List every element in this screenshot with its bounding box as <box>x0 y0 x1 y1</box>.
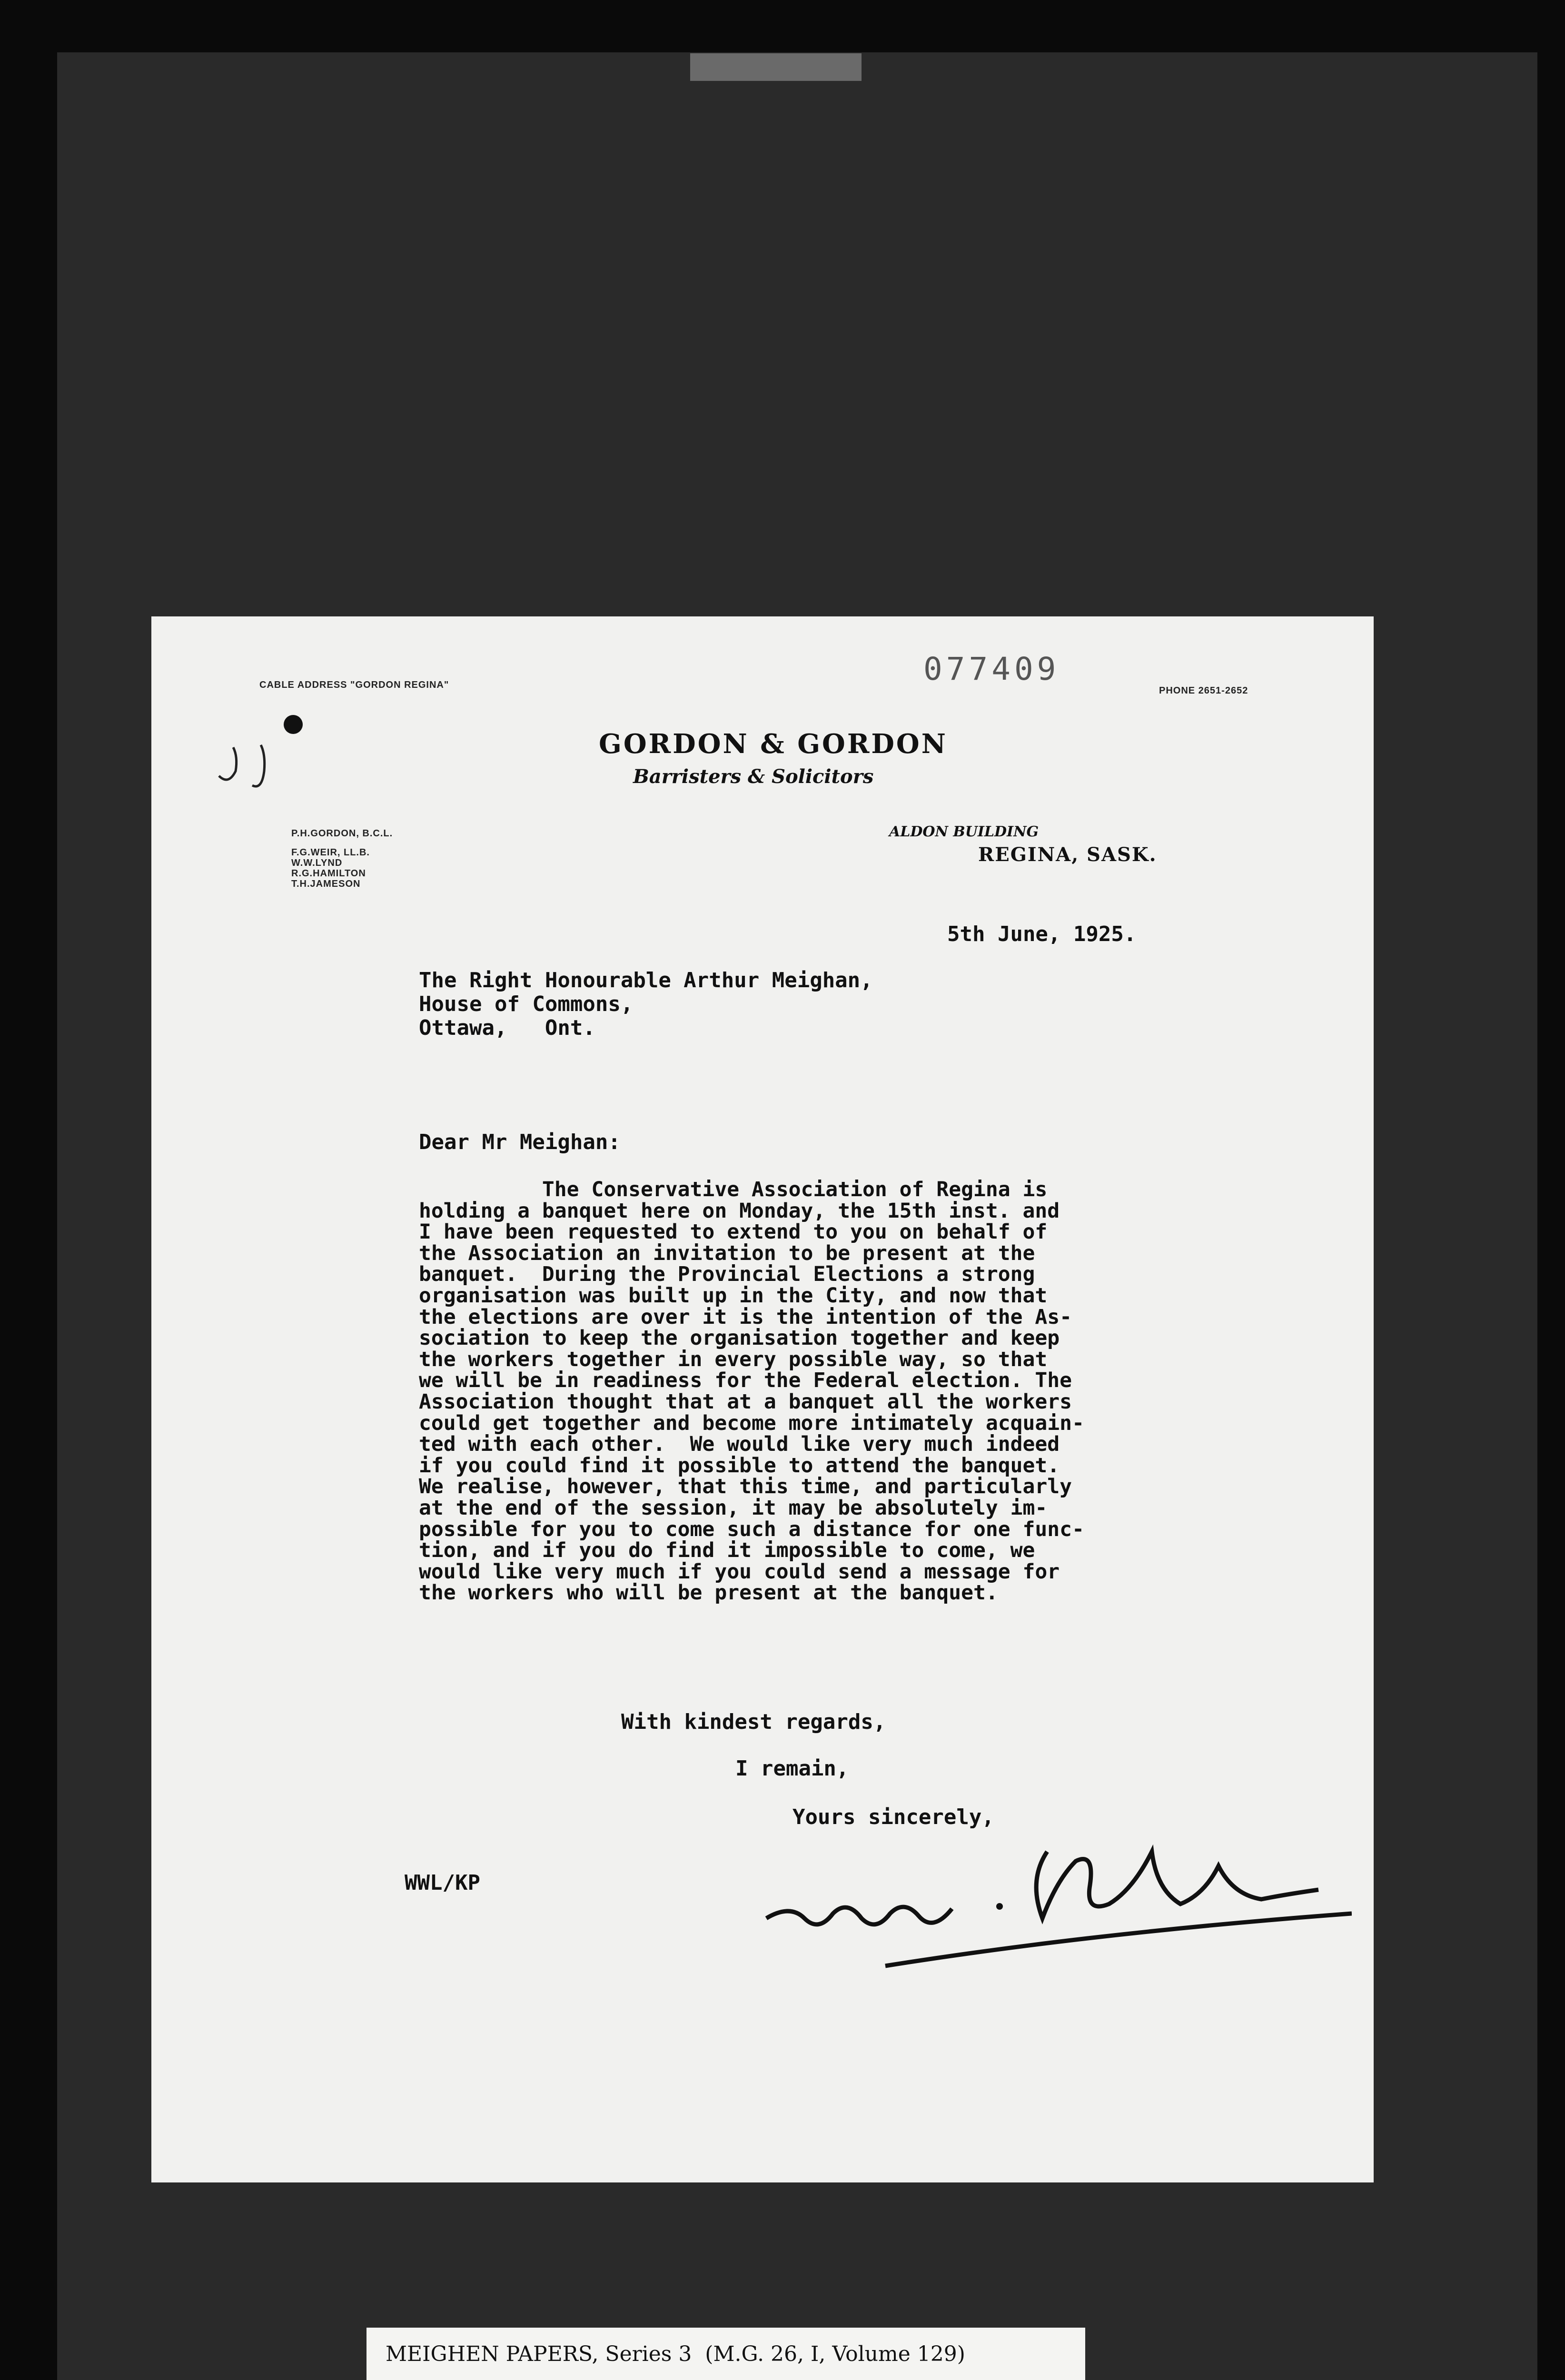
partner-name: F.G.WEIR, LL.B. <box>291 847 370 858</box>
partner-name: R.G.HAMILTON <box>291 868 366 879</box>
body-line: tion, and if you do find it impossible to come, we <box>419 1538 1035 1563</box>
handwritten-mark <box>209 719 314 800</box>
body-line: organisation was built up in the City, and now that <box>419 1283 1048 1308</box>
body-line: the workers together in every possible way, so that <box>419 1347 1048 1371</box>
closing-sincerely: Yours sincerely, <box>792 1805 994 1829</box>
closing-regards: With kindest regards, <box>621 1710 886 1734</box>
typist-initials: WWL/KP <box>405 1871 480 1895</box>
partner-name: T.H.JAMESON <box>291 879 361 889</box>
body-line: if you could find it possible to attend the banquet. <box>419 1453 1060 1478</box>
letter-date: 5th June, 1925. <box>947 922 1137 946</box>
firm-subtitle: Barristers & Solicitors <box>633 765 874 788</box>
salutation: Dear Mr Meighan: <box>419 1130 621 1154</box>
city-name: REGINA, SASK. <box>978 843 1157 866</box>
body-line: holding a banquet here on Monday, the 15th inst. and <box>419 1199 1060 1223</box>
body-line: the elections are over it is the intention of the As- <box>419 1305 1072 1329</box>
signature <box>762 1823 1352 1975</box>
cable-address: CABLE ADDRESS "GORDON REGINA" <box>259 680 449 690</box>
stamp-number: 077409 <box>923 651 1060 687</box>
body-line: the Association an invitation to be present at the <box>419 1241 1035 1265</box>
firm-name: GORDON & GORDON <box>599 728 948 760</box>
phone-number: PHONE 2651-2652 <box>1159 685 1248 696</box>
body-line: possible for you to come such a distance for one func- <box>419 1517 1084 1541</box>
body-line: could get together and become more intimately acquain- <box>419 1411 1084 1435</box>
body-line: would like very much if you could send a message for <box>419 1559 1060 1584</box>
body-line: we will be in readiness for the Federal election. The <box>419 1368 1072 1393</box>
tape-strip <box>690 53 862 81</box>
recipient-line: Ottawa, Ont. <box>419 1016 595 1040</box>
closing-remain: I remain, <box>735 1756 849 1781</box>
recipient-line: House of Commons, <box>419 992 634 1016</box>
body-line: I have been requested to extend to you on behalf of <box>419 1220 1048 1244</box>
letter-body <box>419 1179 1084 1604</box>
recipient-line: The Right Honourable Arthur Meighan, <box>419 968 873 992</box>
partners-list <box>291 828 393 889</box>
partner-name: W.W.LYND <box>291 858 343 868</box>
body-line: The Conservative Association of Regina is <box>419 1178 1048 1201</box>
building-name: ALDON BUILDING <box>889 823 1039 840</box>
recipient-address <box>419 969 873 1040</box>
body-line: ted with each other. We would like very much indeed <box>419 1432 1060 1457</box>
body-line: banquet. During the Provincial Elections a strong <box>419 1262 1035 1287</box>
body-line: sociation to keep the organisation together and keep <box>419 1326 1060 1350</box>
partner-name: P.H.GORDON, B.C.L. <box>291 828 393 839</box>
body-line: the workers who will be present at the banquet. <box>419 1581 998 1605</box>
body-line: at the end of the session, it may be absolutely im- <box>419 1496 1048 1520</box>
body-line: Association thought that at a banquet all the workers <box>419 1389 1072 1414</box>
archive-label: MEIGHEN PAPERS, Series 3 (M.G. 26, I, Volume 129) <box>386 2342 965 2366</box>
body-line: We realise, however, that this time, and particularly <box>419 1475 1072 1499</box>
